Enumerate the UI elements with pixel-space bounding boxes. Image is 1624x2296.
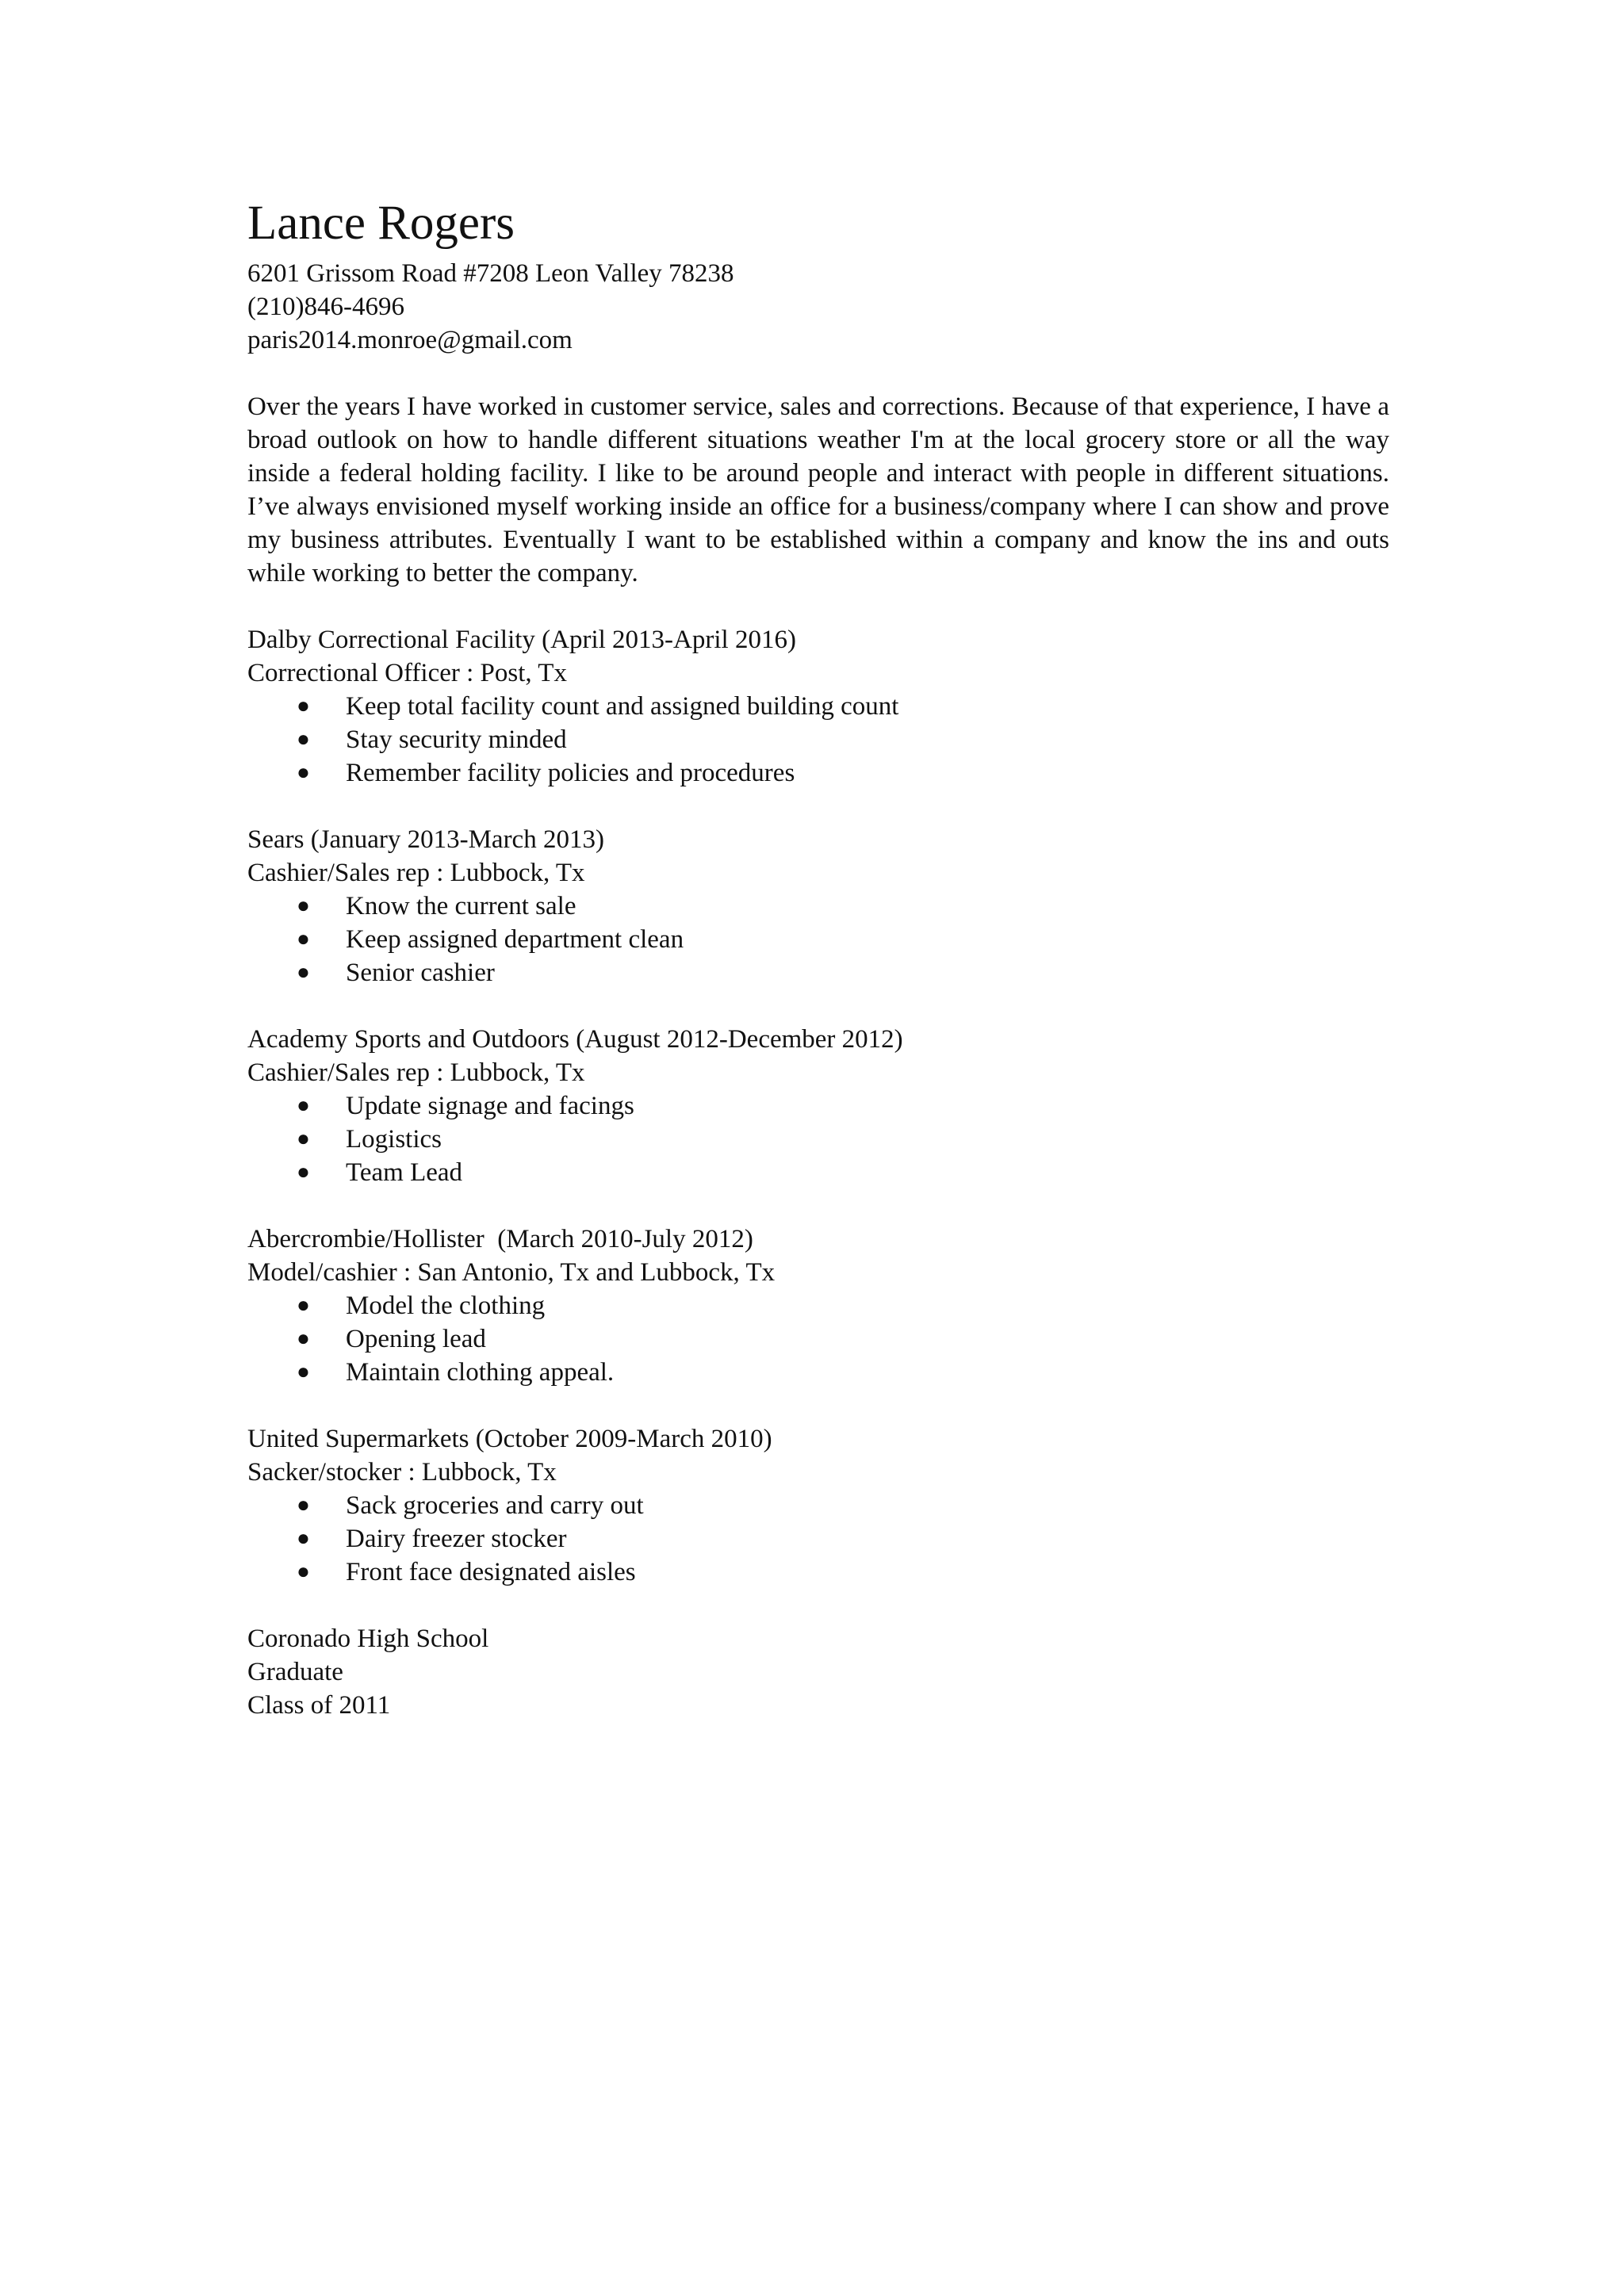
bullet-icon: ● (297, 894, 310, 918)
bullet-icon: ● (297, 927, 310, 951)
duty-item (247, 1289, 1389, 1322)
graduation-year: Class of 2011 (247, 1691, 391, 1720)
job-role: Cashier/Sales rep : Lubbock, Tx (247, 1058, 585, 1087)
duty-item (247, 1489, 1389, 1522)
duty-text: Dairy freezer stocker (346, 1525, 567, 1553)
duty-item (247, 956, 1389, 989)
bullet-icon: ● (297, 694, 310, 718)
job-role: Model/cashier : San Antonio, Tx and Lubbock, Tx (247, 1258, 776, 1287)
bullet-icon: ● (297, 1326, 310, 1351)
bullet-icon: ● (297, 1093, 310, 1118)
bullet-icon: ● (297, 727, 310, 752)
phone-number: (210)846-4696 (247, 293, 404, 321)
duty-item (247, 1156, 1389, 1189)
job-duties-list (247, 1089, 1389, 1189)
summary-paragraph: Over the years I have worked in customer service, sales and corrections. Because of that experience, I have a broad outlook on how to handle different situations weather I'm at the local grocery store or all the way inside a federal holding facility. I like to be around people and interact with people in different situations. I’ve always envisioned myself working inside an office for a business/company where I can show and prove my business attributes. Eventually I want to be established within a company and know the ins and outs while working to better the company. (247, 392, 1389, 587)
job-entry (247, 1023, 1389, 1189)
job-entry (247, 823, 1389, 989)
bullet-icon: ● (297, 1160, 310, 1184)
job-duties-list (247, 1489, 1389, 1589)
job-role: Sacker/stocker : Lubbock, Tx (247, 1458, 557, 1487)
duty-text: Maintain clothing appeal. (346, 1358, 615, 1387)
job-role: Cashier/Sales rep : Lubbock, Tx (247, 859, 585, 887)
duty-text: Opening lead (346, 1325, 486, 1353)
job-employer: Academy Sports and Outdoors (August 2012-December 2012) (247, 1025, 903, 1054)
duty-text: Remember facility policies and procedures (346, 759, 795, 787)
duty-item (247, 1522, 1389, 1556)
school-name: Coronado High School (247, 1624, 489, 1653)
duty-item (247, 1556, 1389, 1589)
bullet-icon: ● (297, 1127, 310, 1151)
email-address: paris2014.monroe@gmail.com (247, 326, 573, 354)
duty-text: Sack groceries and carry out (346, 1491, 644, 1520)
bullet-icon: ● (297, 1559, 310, 1584)
duty-text: Front face designated aisles (346, 1558, 636, 1586)
bullet-icon: ● (297, 1360, 310, 1384)
duty-text: Senior cashier (346, 959, 495, 987)
duty-text: Keep total facility count and assigned building count (346, 692, 899, 721)
duty-item (247, 1322, 1389, 1356)
duty-text: Stay security minded (346, 725, 567, 754)
duty-text: Model the clothing (346, 1292, 546, 1320)
resume-page (247, 190, 1389, 1722)
bullet-icon: ● (297, 960, 310, 985)
job-employer: Dalby Correctional Facility (April 2013-April 2016) (247, 626, 796, 654)
job-employer: Sears (January 2013-March 2013) (247, 825, 604, 854)
duty-item (247, 923, 1389, 956)
bullet-icon: ● (297, 1293, 310, 1318)
duty-item (247, 1356, 1389, 1389)
duty-text: Team Lead (346, 1158, 463, 1187)
job-employer: United Supermarkets (October 2009-March 2010) (247, 1425, 772, 1453)
job-employer: Abercrombie/Hollister (March 2010-July 2012) (247, 1225, 753, 1253)
job-entry (247, 1223, 1389, 1389)
graduation-status: Graduate (247, 1658, 343, 1686)
address: 6201 Grissom Road #7208 Leon Valley 78238 (247, 259, 734, 288)
duty-text: Know the current sale (346, 892, 576, 920)
job-entry (247, 1422, 1389, 1589)
job-role: Correctional Officer : Post, Tx (247, 659, 567, 687)
bullet-icon: ● (297, 1526, 310, 1551)
bullet-icon: ● (297, 1493, 310, 1517)
job-entry (247, 623, 1389, 790)
job-duties-list (247, 1289, 1389, 1389)
education-section (247, 1622, 1389, 1722)
bullet-icon: ● (297, 760, 310, 785)
candidate-name: Lance Rogers (247, 197, 515, 250)
duty-item (247, 1123, 1389, 1156)
duty-item (247, 723, 1389, 756)
duty-text: Update signage and facings (346, 1092, 634, 1120)
job-duties-list (247, 890, 1389, 989)
duty-item (247, 756, 1389, 790)
duty-text: Keep assigned department clean (346, 925, 684, 954)
duty-item (247, 890, 1389, 923)
duty-text: Logistics (346, 1125, 442, 1154)
job-duties-list (247, 690, 1389, 790)
resume-header (247, 190, 1389, 357)
duty-item (247, 690, 1389, 723)
duty-item (247, 1089, 1389, 1123)
